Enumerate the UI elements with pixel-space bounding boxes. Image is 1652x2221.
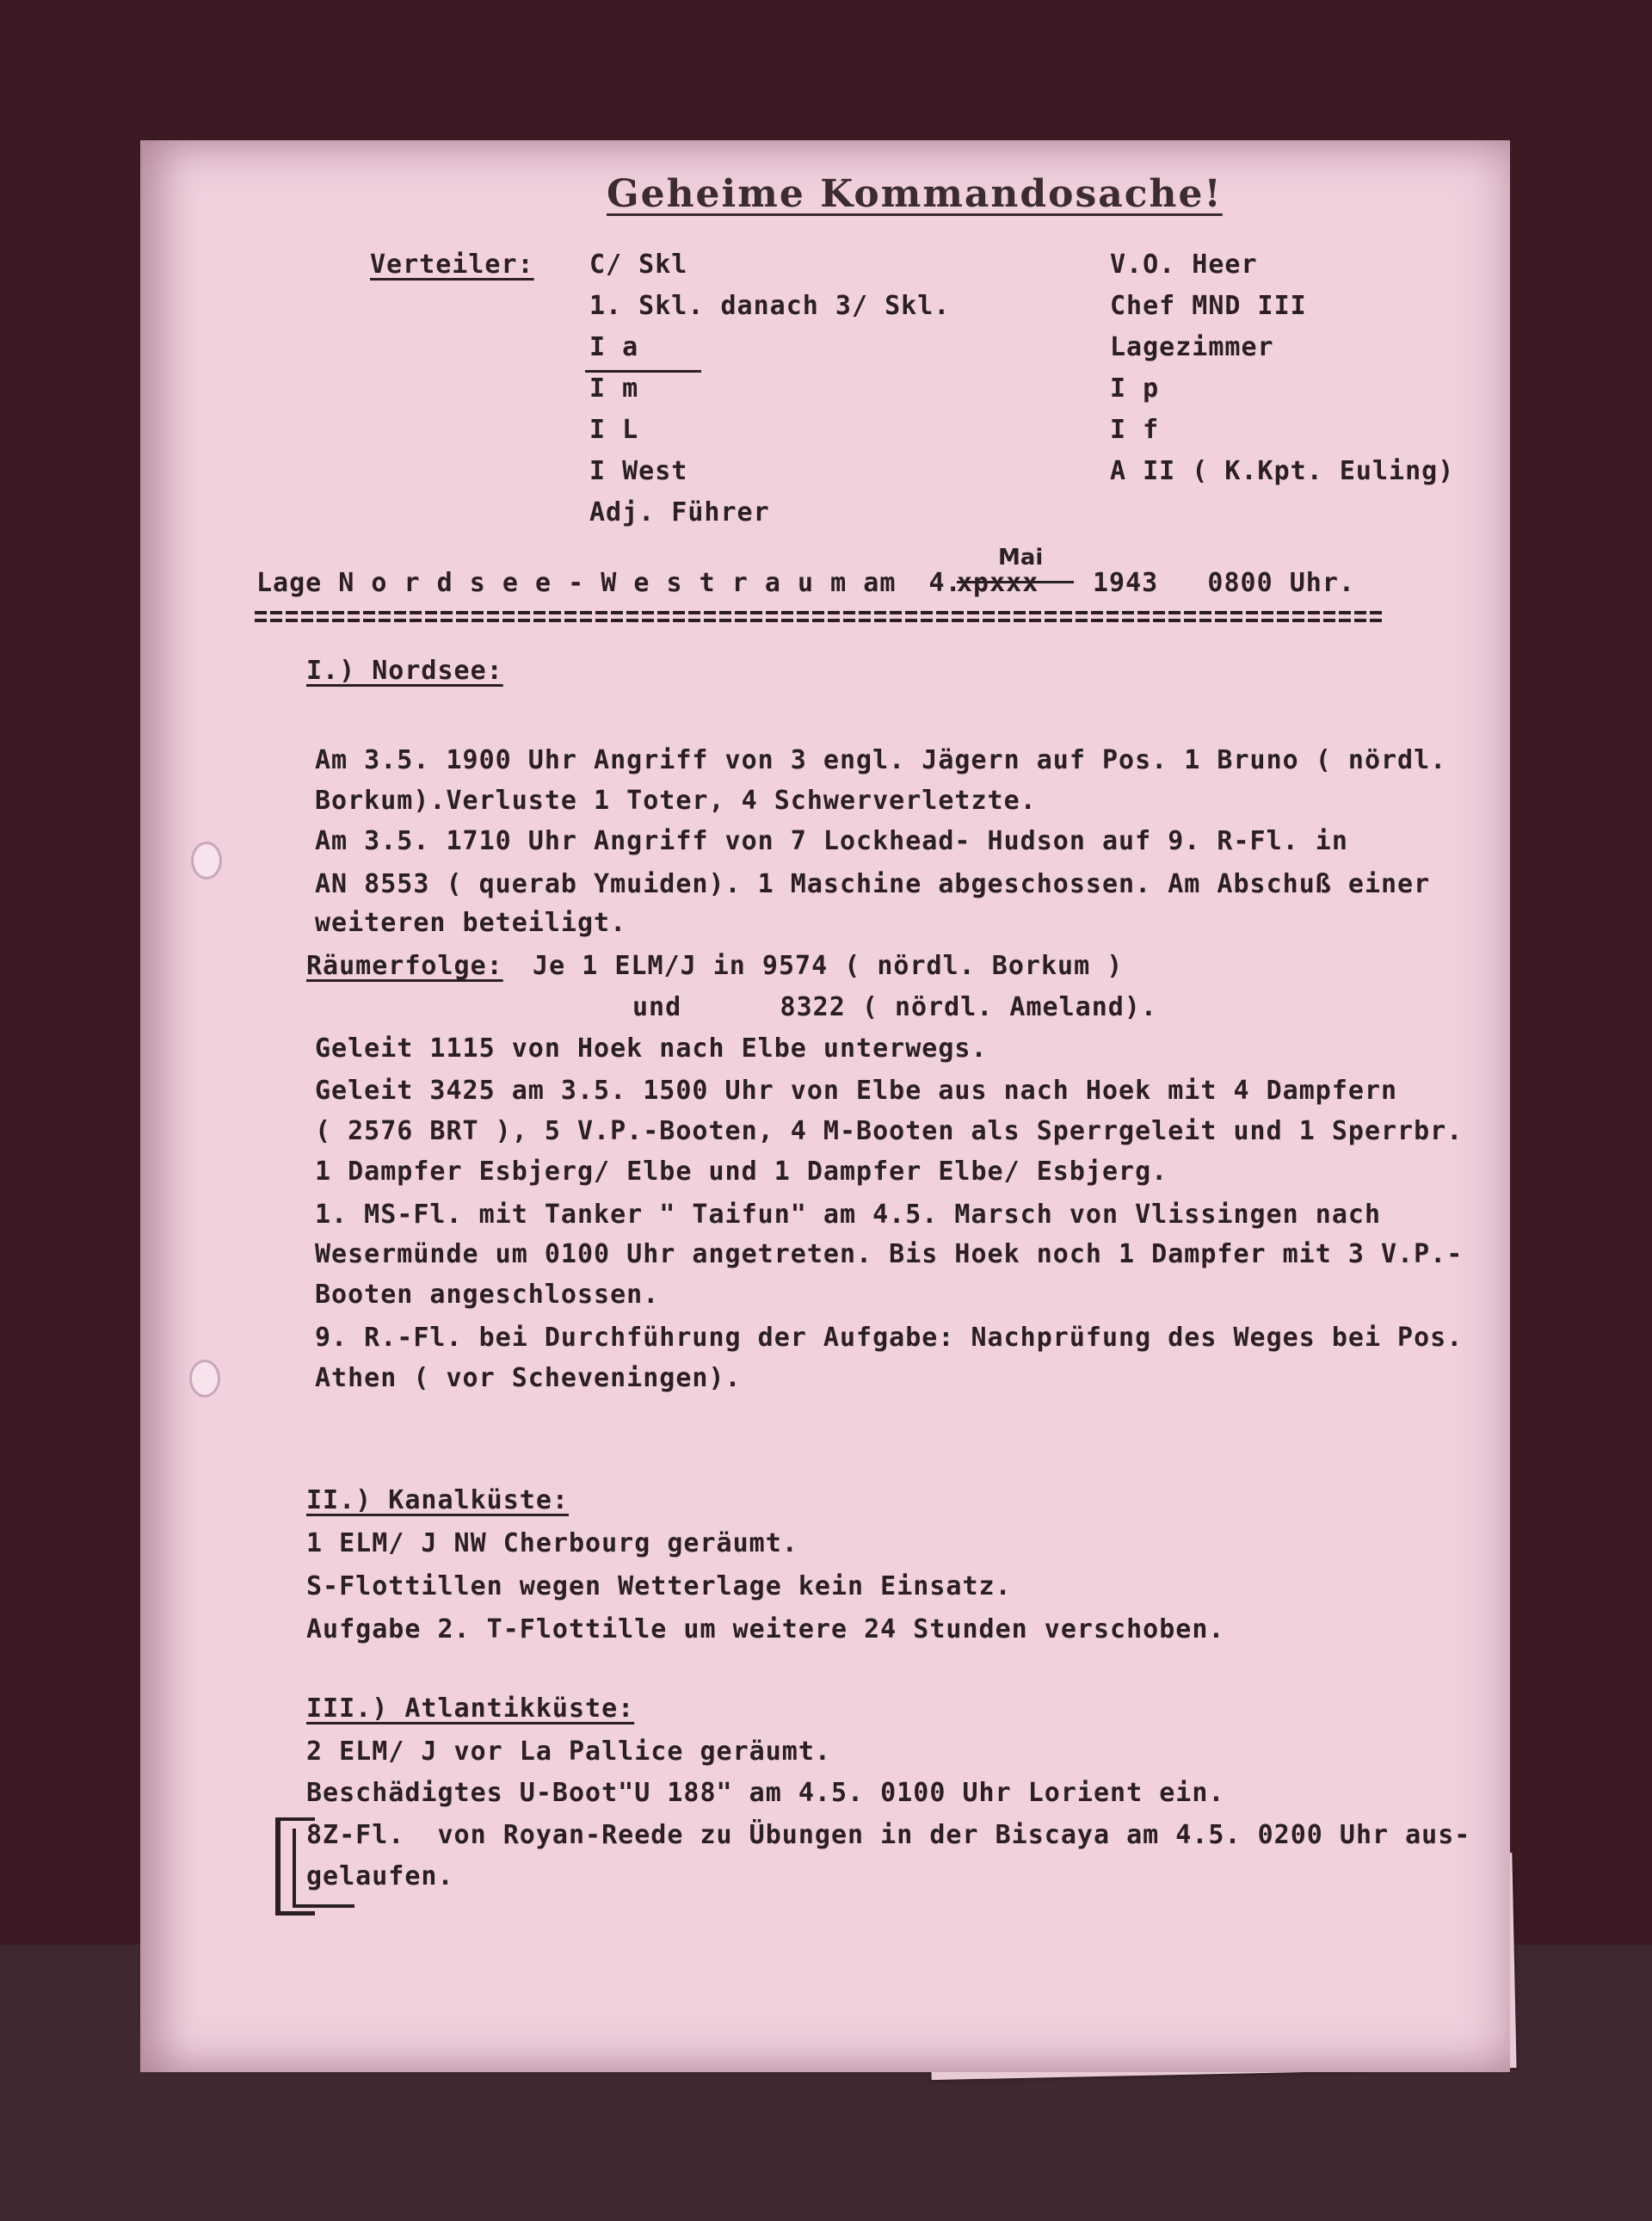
verteiler-right-4: I f (1110, 415, 1160, 445)
verteiler-right-0: V.O. Heer (1110, 250, 1258, 280)
section-1-line: Geleit 3425 am 3.5. 1500 Uhr von Elbe aus nach Hoek mit 4 Dampfern (315, 1076, 1398, 1106)
section-1-line: Borkum).Verluste 1 Toter, 4 Schwerverletzte. (315, 786, 1037, 816)
section-2-line: 1 ELM/ J NW Cherbourg geräumt. (306, 1528, 798, 1558)
verteiler-left-2: I a (589, 332, 639, 362)
verteiler-left-4: I L (589, 415, 639, 445)
section-2-line: Aufgabe 2. T-Flottille um weitere 24 Stunden verschoben. (306, 1614, 1225, 1644)
report-title-suffix: 1943 0800 Uhr. (1093, 568, 1355, 598)
section-1-line: Booten angeschlossen. (315, 1280, 660, 1310)
punch-hole-top (191, 842, 222, 879)
punch-hole-bottom (189, 1360, 220, 1397)
report-title-prefix: Lage N o r d s e e - W e s t r a u m am 4. (256, 568, 962, 598)
verteiler-right-1: Chef MND III (1110, 291, 1307, 321)
section-1-heading: I.) Nordsee: (306, 656, 503, 686)
verteiler-left-5: I West (589, 456, 688, 486)
verteiler-left-3: I m (589, 373, 639, 404)
section-1-line: 9. R.-Fl. bei Durchführung der Aufgabe: Nachprüfung des Weges bei Pos. (315, 1323, 1464, 1353)
section-2-line: S-Flottillen wegen Wetterlage kein Einsatz. (306, 1571, 1012, 1601)
classification-stamp: Geheime Kommandosache! (607, 172, 1223, 216)
section-1-line: AN 8553 ( querab Ymuiden). 1 Maschine abgeschossen. Am Abschuß einer (315, 869, 1431, 899)
section-3-line: Beschädigtes U-Boot"U 188" am 4.5. 0100 Uhr Lorient ein. (306, 1778, 1225, 1808)
raeumer-line: und 8322 ( nördl. Ameland). (632, 992, 1157, 1022)
section-3-line: 8Z-Fl. von Royan-Reede zu Übungen in der Biscaya am 4.5. 0200 Uhr aus- (306, 1820, 1471, 1850)
raeumer-line: Je 1 ELM/J in 9574 ( nördl. Borkum ) (516, 951, 1124, 981)
section-3-heading: III.) Atlantikküste: (306, 1694, 635, 1724)
verteiler-left-0: C/ Skl (589, 250, 688, 280)
verteiler-left-6: Adj. Führer (589, 497, 770, 527)
section-1-line: 1 Dampfer Esbjerg/ Elbe und 1 Dampfer Elbe/ Esbjerg. (315, 1157, 1168, 1187)
verteiler-right-5: A II ( K.Kpt. Euling) (1110, 456, 1455, 486)
report-title-struck: xpxxx (957, 568, 1039, 598)
title-strikethrough (957, 581, 1074, 583)
section-1-line: Am 3.5. 1710 Uhr Angriff von 7 Lockhead- Hudson auf 9. R-Fl. in (315, 826, 1348, 856)
title-double-underline (255, 611, 1382, 623)
verteiler-left-1: 1. Skl. danach 3/ Skl. (589, 291, 951, 321)
pencil-bracket-mark-inner (293, 1829, 354, 1908)
handwritten-month: Mai (998, 545, 1044, 571)
verteiler-right-3: I p (1110, 373, 1160, 404)
section-1-line: ( 2576 BRT ), 5 V.P.-Booten, 4 M-Booten als Sperrgeleit und 1 Sperrbr. (315, 1116, 1464, 1146)
verteiler-right-2: Lagezimmer (1110, 332, 1274, 362)
section-3-line: 2 ELM/ J vor La Pallice geräumt. (306, 1737, 831, 1767)
section-1-line: Athen ( vor Scheveningen). (315, 1363, 742, 1393)
section-2-heading: II.) Kanalküste: (306, 1485, 569, 1515)
verteiler-divider (585, 370, 701, 373)
section-1-line: weiteren beteiligt. (315, 908, 627, 938)
section-1-line: 1. MS-Fl. mit Tanker " Taifun" am 4.5. Marsch von Vlissingen nach (315, 1200, 1381, 1230)
verteiler-label: Verteiler: (370, 250, 534, 280)
section-1-line: Am 3.5. 1900 Uhr Angriff von 3 engl. Jägern auf Pos. 1 Bruno ( nördl. (315, 745, 1447, 775)
section-1-line: Geleit 1115 von Hoek nach Elbe unterwegs. (315, 1033, 988, 1064)
section-1-line: Wesermünde um 0100 Uhr angetreten. Bis Hoek noch 1 Dampfer mit 3 V.P.- (315, 1239, 1464, 1269)
section-3-line: gelaufen. (306, 1861, 454, 1891)
raeumer-label: Räumerfolge: (306, 951, 503, 981)
